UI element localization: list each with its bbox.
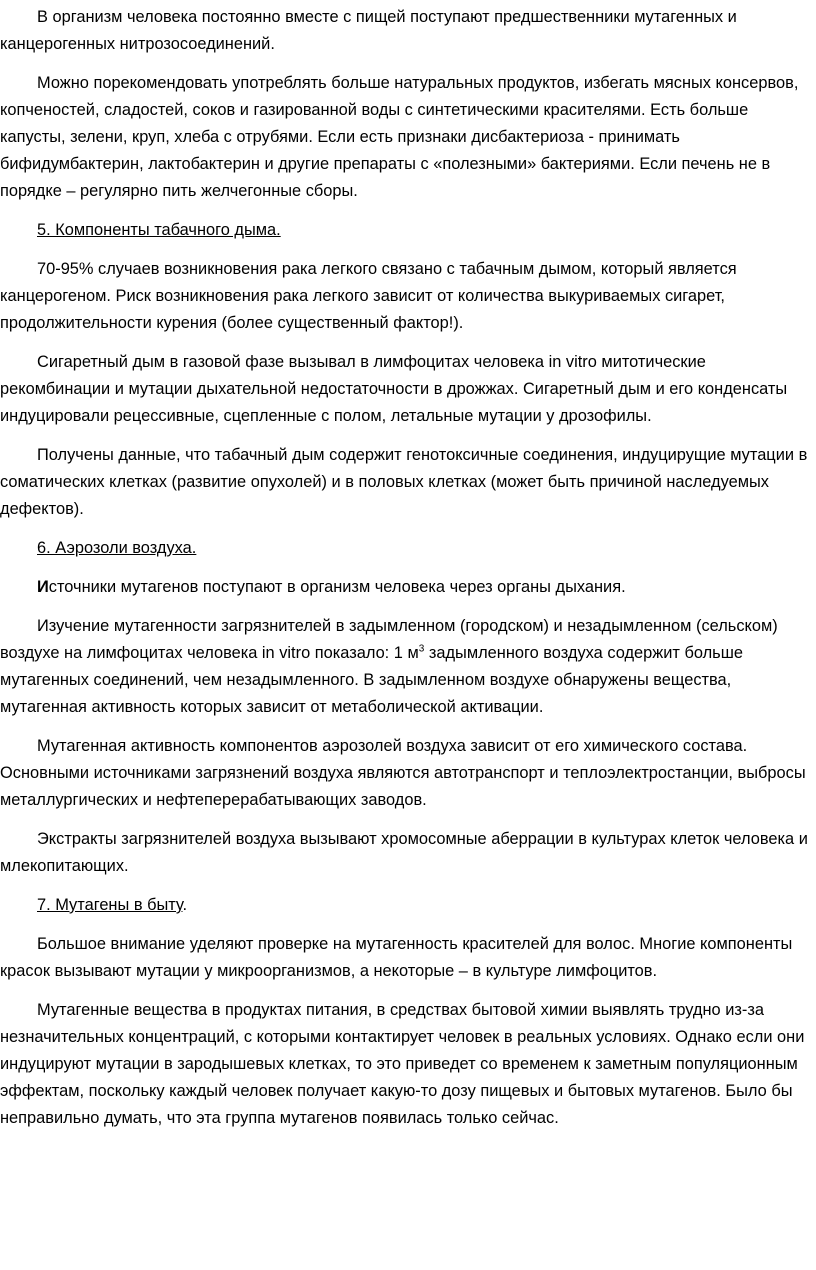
paragraph-lung-cancer: 70-95% случаев возникновения рака легкого связано с табачным дымом, который является канцерогеном. Риск возникновения рака легкого зависит от количества выкуриваемых сигарет, продолжительности курения (более существенный фактор!).: [0, 260, 737, 332]
paragraph-aerosol-activity: Мутагенная активность компонентов аэрозолей воздуха зависит от его химического состава. Основными источниками загрязнений воздуха являются автотранспорт и теплоэлектростанции, выбросы металлургических и нефтеперерабатывающих заводов.: [0, 737, 806, 809]
heading-tobacco-smoke-text: 5. Компоненты табачного дыма.: [37, 221, 281, 239]
heading-household-mutagens: [0, 892, 816, 919]
paragraph-air-study: [0, 613, 816, 721]
paragraph-recommendations: Можно порекомендовать употреблять больше натуральных продуктов, избегать мясных консервов, копченостей, сладостей, соков и газированной воды с синтетическими красителями. Есть больше капусты, зелени, круп, хлеба с отрубями. Если есть признаки дисбактериоза - принимать бифидумбактерин, лактобактерин и другие препараты с «полезными» бактериями. Если печень не в порядке – регулярно пить желчегонные сборы.: [0, 74, 799, 200]
paragraph-air-study-a: Изучение мутагенности загрязнителей в задымленном (городском) и незадымленном (сельском) воздухе на лимфоцитах человека in vitro показало: 1 м: [0, 617, 778, 662]
heading-aerosols: [0, 535, 816, 562]
paragraph-hair-dyes: Большое внимание уделяют проверке на мутагенность красителей для волос. Многие компоненты красок вызывают мутации у микроорганизмов, а некоторые – в культуре лимфоцитов.: [0, 935, 793, 980]
paragraph-nitroso: В организм человека постоянно вместе с пищей поступают предшественники мутагенных и канцерогенных нитрозосоединений.: [0, 8, 737, 53]
superscript-3: 3: [418, 643, 425, 655]
paragraph-sources: [0, 574, 816, 601]
paragraph-air-study-b: задымленного воздуха содержит больше мутагенных соединений, чем незадымленного. В задымленном воздухе обнаружены вещества, мутагенная активность которых зависит от метаболической активации.: [0, 644, 743, 716]
heading-household-dot: .: [182, 896, 188, 914]
paragraph-cigarette-smoke: Сигаретный дым в газовой фазе вызывал в лимфоцитах человека in vitro митотические рекомбинации и мутации дыхательной недостаточности в дрожжах. Сигаретный дым и его конденсаты индуцировали рецессивные, сцепленные с полом, летальные мутации у дрозофилы.: [0, 353, 788, 425]
heading-household-text: 7. Мутагены в быту: [37, 896, 183, 914]
paragraph-food-mutagens: Мутагенные вещества в продуктах питания, в средствах бытовой химии выявлять трудно из-за незначительных концентраций, с которыми контактирует человек в реальных условиях. Однако если они индуцируют мутации в зародышевых клетках, то это приведет со временем к заметным популяционным эффектам, поскольку каждый человек получает какую-то дозу пищевых и бытовых мутагенов. Было бы неправильно думать, что эта группа мутагенов появилась только сейчас.: [0, 1001, 805, 1127]
heading-tobacco-smoke: [0, 217, 816, 244]
heading-aerosols-text: 6. Аэрозоли воздуха.: [37, 539, 197, 557]
paragraph-sources-initial: И: [37, 578, 49, 596]
paragraph-sources-text: сточники мутагенов поступают в организм человека через органы дыхания.: [48, 578, 626, 596]
paragraph-extracts: Экстракты загрязнителей воздуха вызывают хромосомные аберрации в культурах клеток человека и млекопитающих.: [0, 830, 808, 875]
paragraph-genotoxic: Получены данные, что табачный дым содержит генотоксичные соединения, индуцирущие мутации в соматических клетках (развитие опухолей) и в половых клетках (может быть причиной наследуемых дефектов).: [0, 446, 808, 518]
